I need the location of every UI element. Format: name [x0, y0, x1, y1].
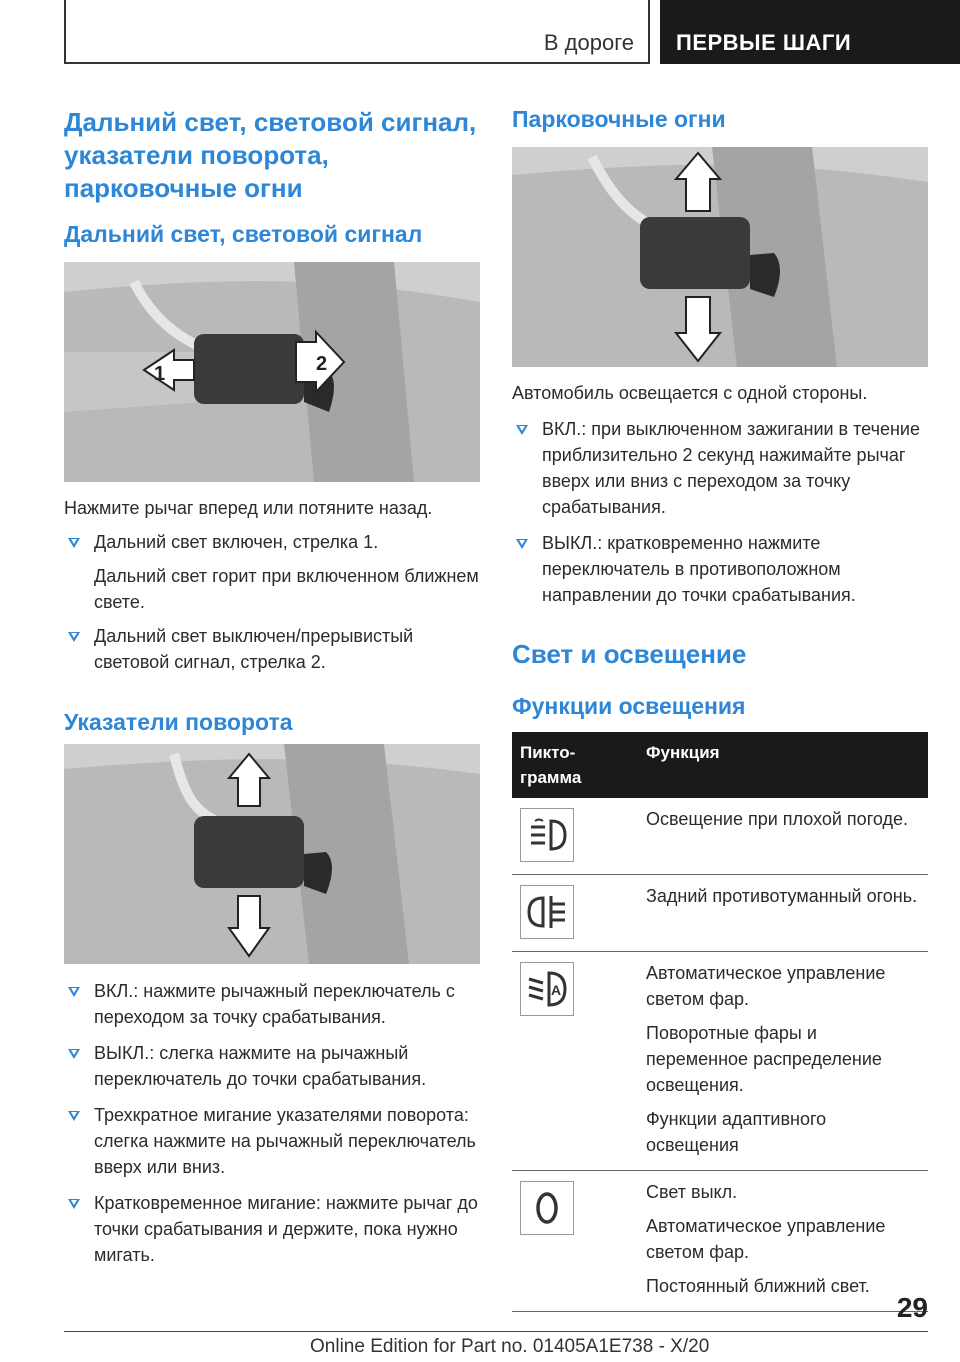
bullet-triangle-icon	[68, 632, 80, 642]
light-off-zero-icon	[520, 1181, 574, 1235]
function-text: Задний противотуманный огонь.	[646, 886, 918, 906]
parking-lights-heading: Парковочные огни	[512, 106, 726, 132]
table-row	[512, 952, 928, 1171]
page-title: Дальний свет, световой сигнал, указатели поворота, парковочные огни	[64, 107, 477, 203]
auto-headlight-icon	[520, 962, 574, 1016]
turn-signal-lever-photo	[64, 744, 480, 964]
lighting-heading: Свет и освещение	[512, 639, 747, 669]
list-item	[64, 1190, 482, 1268]
column-header-function: Функция	[638, 732, 928, 798]
high-beam-lever-photo	[64, 262, 480, 482]
bullet-triangle-icon	[68, 538, 80, 548]
parking-lights-intro: Автомобиль освещается с одной стороны.	[512, 383, 868, 403]
bullet-triangle-icon	[68, 1199, 80, 1209]
header-chapter-tab	[660, 0, 960, 64]
footer-divider	[64, 1331, 928, 1332]
arrow-1-label: 1	[154, 363, 166, 385]
bullet-triangle-icon	[516, 539, 528, 549]
svg-text:A: A	[551, 982, 562, 998]
list-item-text: Дальний свет выключен/прерывистый световой сигнал, стрелка 2.	[94, 626, 414, 672]
header-chapter-label: ПЕРВЫЕ ШАГИ	[676, 30, 852, 55]
table-row	[512, 875, 928, 952]
header-section-label: В дороге	[543, 30, 634, 55]
list-item-text: ВЫКЛ.: кратковременно нажмите переключатель в противоположном направлении до точки срабатывания.	[542, 533, 856, 605]
list-item	[64, 623, 482, 675]
list-item-text: Кратковременное мигание: нажмите рычаг до точки срабатывания и держите, пока нужно мигать.	[94, 1193, 478, 1265]
table-row	[512, 798, 928, 875]
header-section-tab	[64, 0, 650, 64]
bullet-triangle-icon	[516, 425, 528, 435]
rear-fog-light-icon	[520, 885, 574, 939]
list-item-text: Дальний свет включен, стрелка 1.	[94, 532, 379, 552]
list-item	[512, 530, 930, 608]
parking-lights-text	[512, 380, 930, 721]
turn-signal-list	[64, 978, 482, 1268]
list-item	[64, 1102, 482, 1180]
high-beam-heading: Дальний свет, световой сигнал	[64, 221, 423, 247]
left-column-top	[64, 106, 482, 249]
table-header-row	[512, 732, 928, 798]
high-beam-note: Дальний свет горит при включенном ближнем свете.	[94, 566, 479, 612]
table-row	[512, 1171, 928, 1312]
arrow-2-label: 2	[316, 353, 328, 375]
function-text: Постоянный ближний свет.	[646, 1276, 870, 1296]
lighting-functions-heading: Функции освещения	[512, 693, 746, 719]
list-item-text: ВЫКЛ.: слегка нажмите на рычажный переключатель до точки срабатывания.	[94, 1043, 427, 1089]
list-item	[512, 416, 930, 520]
bullet-triangle-icon	[68, 1049, 80, 1059]
list-item-text: ВКЛ.: при выключенном зажигании в течение приблизительно 2 секунд нажимайте рычаг вверх или вниз с переходом за точку срабатывания.	[542, 419, 920, 517]
turn-signal-heading: Указатели поворота	[64, 709, 293, 735]
list-item-text: Трехкратное мигание указателями поворота: слегка нажмите на рычажный переключатель вверх или вниз.	[94, 1105, 476, 1177]
column-header-pictogram: Пикто-грамма	[512, 732, 638, 798]
function-text: Освещение при плохой погоде.	[646, 809, 908, 829]
parking-lights-heading-wrap	[512, 104, 930, 134]
list-item	[64, 529, 482, 555]
lighting-functions-table	[512, 732, 928, 1312]
high-beam-text	[64, 495, 482, 737]
function-text: Свет выкл.	[646, 1182, 738, 1202]
bullet-triangle-icon	[68, 1111, 80, 1121]
high-beam-intro: Нажмите рычаг вперед или потяните назад.	[64, 498, 433, 518]
bullet-triangle-icon	[68, 987, 80, 997]
function-text: Поворотные фары и переменное распределение освещения.	[646, 1023, 882, 1095]
function-text: Автоматическое управление светом фар.	[646, 1216, 886, 1262]
list-item	[64, 978, 482, 1030]
page-number: 29	[896, 1292, 928, 1323]
footer-edition: Online Edition for Part no. 01405A1E738 - X/20	[310, 1336, 710, 1357]
function-text: Функции адаптивного освещения	[646, 1109, 827, 1155]
list-item	[64, 1040, 482, 1092]
fog-light-icon	[520, 808, 574, 862]
function-text: Автоматическое управление светом фар.	[646, 963, 886, 1009]
list-item-text: ВКЛ.: нажмите рычажный переключатель с переходом за точку срабатывания.	[94, 981, 455, 1027]
parking-lights-lever-photo	[512, 147, 928, 367]
